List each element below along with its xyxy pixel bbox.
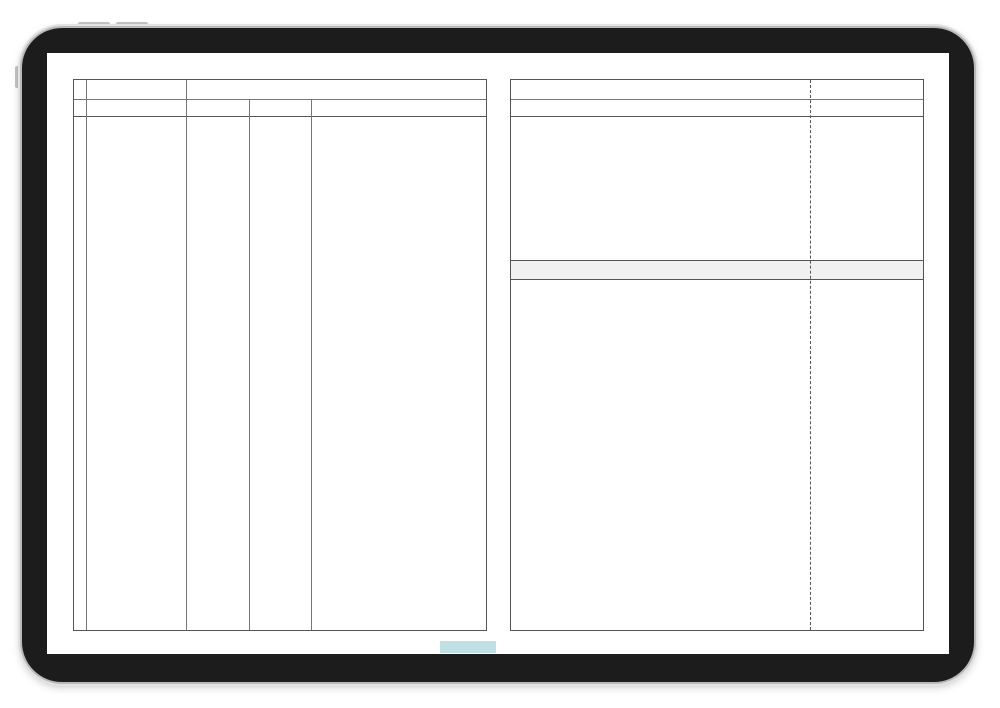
- device-side-button: [15, 66, 19, 88]
- class-header-row: [74, 99, 486, 117]
- seating-plan-grid: [511, 279, 923, 630]
- timetable-page: [510, 79, 924, 631]
- sitzplan-title-row: [511, 260, 923, 280]
- class-rows: [74, 116, 486, 630]
- telefon-divider: [311, 99, 312, 630]
- planner-screen: [47, 53, 949, 654]
- class-list-page: [73, 79, 487, 631]
- device-top-button: [78, 22, 110, 26]
- timetable-header: [511, 99, 923, 117]
- timetable-grid: [511, 116, 923, 260]
- name-divider: [186, 99, 187, 630]
- timetable-title-row: [511, 80, 923, 100]
- impressum-tab[interactable]: [440, 641, 496, 653]
- perforation-line: [810, 80, 811, 630]
- class-title-row: [74, 80, 486, 100]
- geboren-divider: [249, 99, 250, 630]
- device-top-button: [116, 22, 148, 26]
- row-number-divider: [86, 99, 87, 630]
